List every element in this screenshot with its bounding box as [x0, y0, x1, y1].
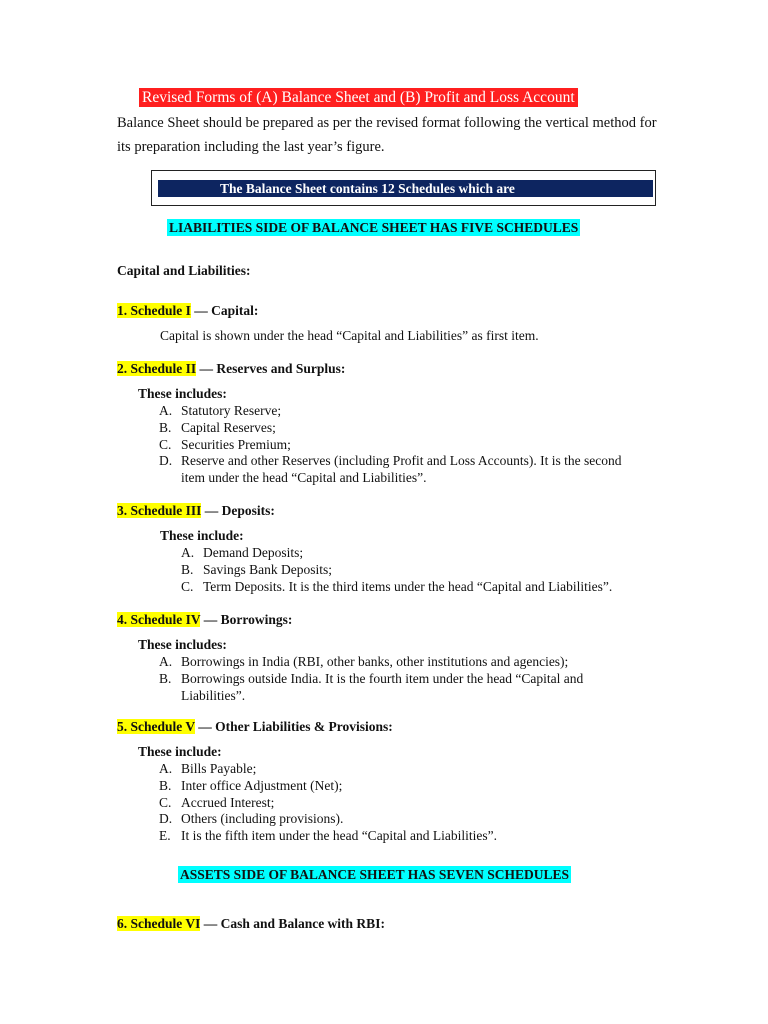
list-item: B. Borrowings outside India. It is the fourth item under the head “Capital and	[159, 670, 584, 686]
capital-heading: Capital and Liabilities:	[117, 263, 251, 278]
schedule-2-heading	[117, 361, 345, 377]
list-item: C. Accrued Interest;	[159, 794, 275, 810]
list-item: D. Others (including provisions).	[159, 811, 344, 827]
schedule-5-list	[159, 761, 497, 845]
schedule-4-lead: These includes:	[138, 637, 227, 652]
schedule-6-title: — Cash and Balance with RBI:	[200, 916, 385, 931]
schedule-6-label: 6. Schedule VI	[117, 916, 201, 931]
list-item: A. Bills Payable;	[159, 761, 257, 776]
list-item-continuation: item under the head “Capital and Liabilities”.	[181, 470, 427, 486]
schedule-4-heading	[117, 612, 292, 628]
schedule-3-lead: These include:	[160, 528, 244, 543]
list-item: A. Borrowings in India (RBI, other banks, other institutions and agencies);	[159, 654, 569, 669]
schedule-2-list	[159, 403, 622, 487]
assets-heading: ASSETS SIDE OF BALANCE SHEET HAS SEVEN SCHEDULES	[180, 867, 570, 882]
document-title: Revised Forms of (A) Balance Sheet and (B) Profit and Loss Account	[139, 88, 578, 107]
schedule-6-heading	[117, 916, 385, 932]
list-item: B. Inter office Adjustment (Net);	[159, 777, 343, 793]
schedule-3-heading	[117, 503, 275, 519]
schedule-2-title: — Reserves and Surplus:	[196, 361, 346, 376]
list-item: C. Term Deposits. It is the third items under the head “Capital and Liabilities”.	[181, 578, 613, 594]
schedule-1-heading	[117, 303, 258, 319]
list-item: B. Savings Bank Deposits;	[181, 561, 333, 577]
list-item: D. Reserve and other Reserves (including Profit and Loss Accounts). It is the second	[159, 453, 622, 469]
schedule-4-list	[159, 654, 583, 704]
schedule-1-label: 1. Schedule I	[117, 303, 191, 318]
list-item-continuation: Liabilities”.	[181, 687, 246, 703]
schedule-3-label: 3. Schedule III	[117, 503, 202, 518]
schedule-2-label: 2. Schedule II	[117, 361, 197, 376]
list-item: E. It is the fifth item under the head “Capital and Liabilities”.	[159, 828, 498, 844]
schedule-5-lead: These include:	[138, 744, 222, 759]
schedules-box	[151, 170, 656, 206]
list-item: A. Statutory Reserve;	[159, 403, 282, 418]
list-item: C. Securities Premium;	[159, 436, 291, 452]
list-item: B. Capital Reserves;	[159, 419, 276, 435]
schedule-3-title: — Deposits:	[201, 503, 275, 518]
schedule-4-label: 4. Schedule IV	[117, 612, 201, 627]
schedule-2-lead: These includes:	[138, 386, 227, 401]
schedule-5-heading	[117, 719, 393, 735]
schedule-5-label: 5. Schedule V	[117, 719, 195, 734]
schedule-1-title: — Capital:	[190, 303, 259, 318]
liabilities-heading: LIABILITIES SIDE OF BALANCE SHEET HAS FIVE SCHEDULES	[169, 220, 579, 235]
schedule-5-title: — Other Liabilities & Provisions:	[194, 719, 393, 734]
schedule-3-list	[181, 545, 612, 595]
schedule-4-title: — Borrowings:	[200, 612, 293, 627]
schedule-1-text: Capital is shown under the head “Capital and Liabilities” as first item.	[160, 328, 539, 343]
intro-line-1: Balance Sheet should be prepared as per the revised format following the vertical method for	[117, 115, 657, 131]
schedules-box-text: The Balance Sheet contains 12 Schedules which are	[158, 180, 653, 197]
list-item: A. Demand Deposits;	[181, 545, 304, 560]
intro-line-2: its preparation including the last year’s figure.	[117, 139, 385, 155]
